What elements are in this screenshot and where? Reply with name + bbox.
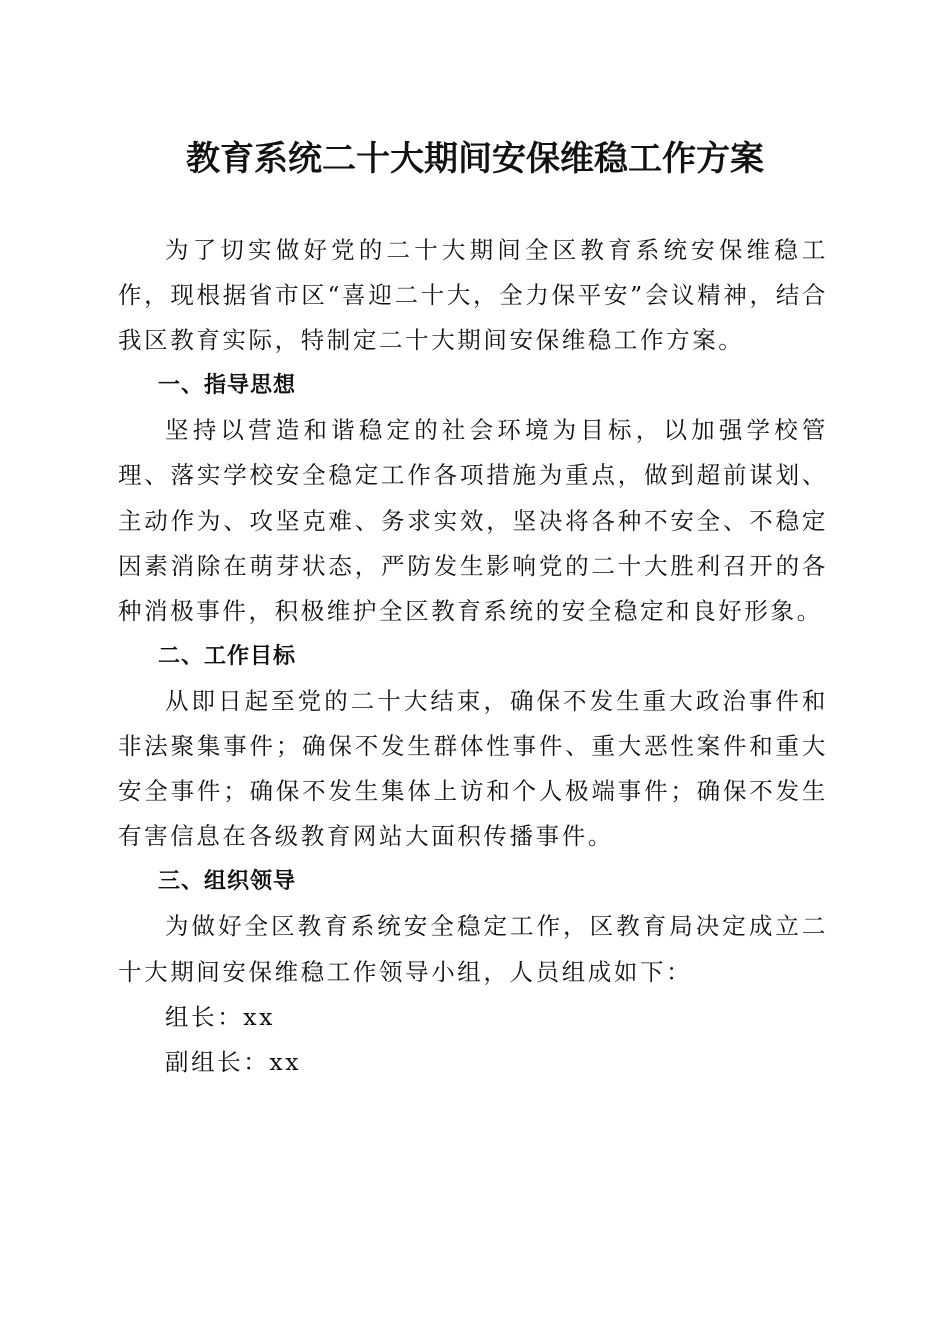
intro-paragraph: 为了切实做好党的二十大期间全区教育系统安保维稳工作，现根据省市区“喜迎二十大，全力保平安”会议精神，结合我区教育实际，特制定二十大期间安保维稳工作方案。	[118, 236, 828, 355]
section-heading-work-goals: 二、工作目标	[158, 643, 297, 669]
section-paragraph-organization: 为做好全区教育系统安全稳定工作，区教育局决定成立二十大期间安保维稳工作领导小组，人员组成如下：	[118, 912, 828, 986]
section-paragraph-work-goals: 从即日起至党的二十大结束，确保不发生重大政治事件和非法聚集事件；确保不发生群体性事件、重大恶性案件和重大安全事件；确保不发生集体上访和个人极端事件；确保不发生有害信息在各级教育网站大面积传播事件。	[118, 686, 828, 851]
section-heading-organization: 三、组织领导	[158, 869, 297, 895]
document-body	[118, 228, 828, 1085]
member-leader: 组长：xx	[165, 1002, 276, 1031]
section-heading-guiding-ideology: 一、指导思想	[158, 373, 297, 399]
member-deputy-leader: 副组长：xx	[165, 1047, 302, 1076]
section-paragraph-guiding-ideology: 坚持以营造和谐稳定的社会环境为目标，以加强学校管理、落实学校安全稳定工作各项措施为重点，做到超前谋划、主动作为、攻坚克难、务求实效，坚决将各种不安全、不稳定因素消除在萌芽状态，严防发生影响党的二十大胜利召开的各种消极事件，积极维护全区教育系统的安全稳定和良好形象。	[118, 416, 828, 625]
document-title: 教育系统二十大期间安保维稳工作方案	[186, 139, 764, 179]
